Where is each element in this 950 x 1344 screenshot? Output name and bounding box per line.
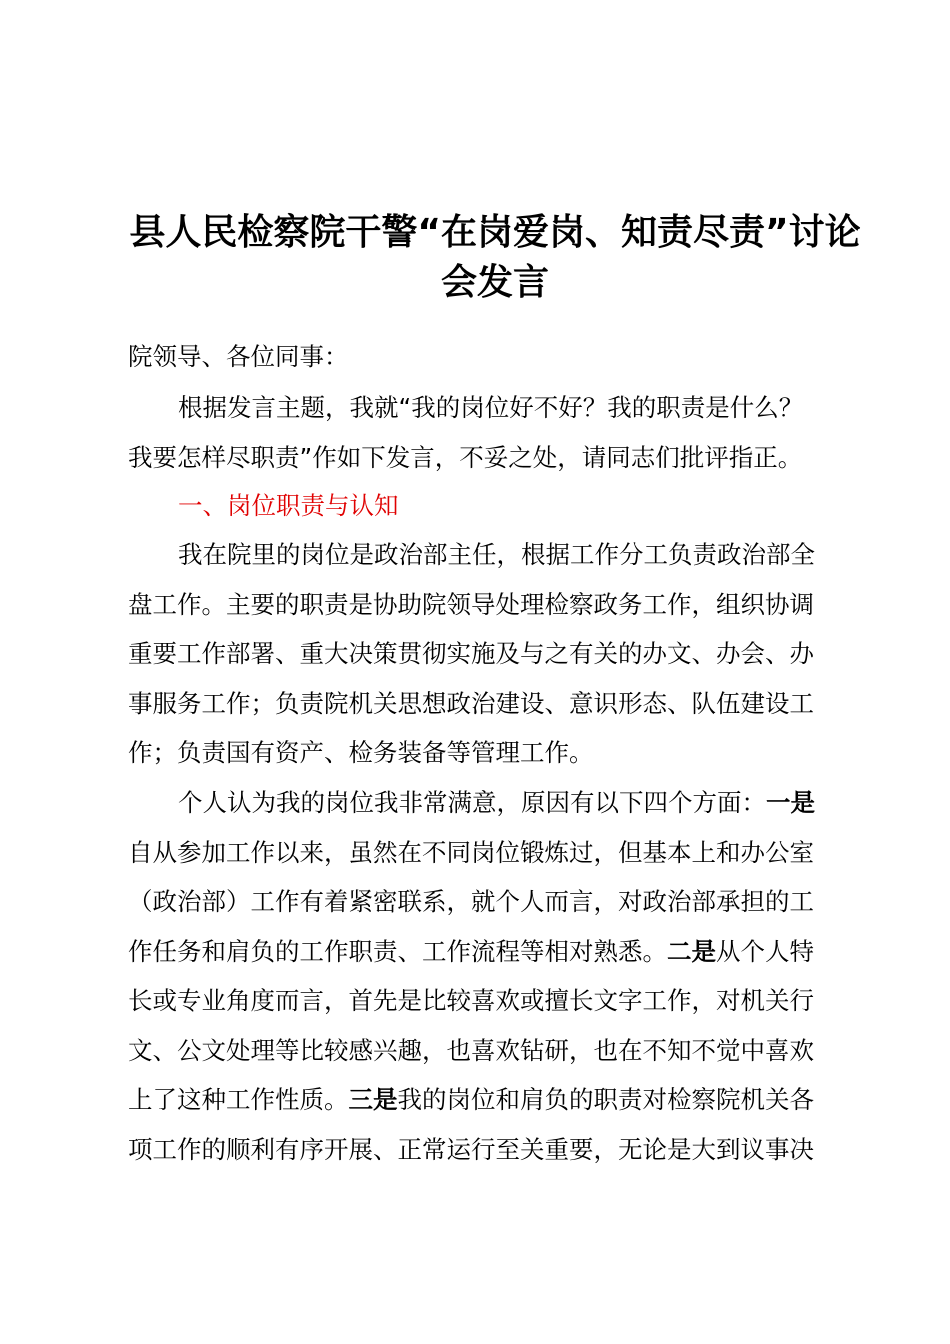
paragraph-2-line-6: 文、公文处理等比较感兴趣，也喜欢钻研，也在不知不觉中喜欢 — [128, 1035, 814, 1065]
paragraph-1-line-3: 重要工作部署、重大决策贯彻实施及与之有关的办文、办会、办 — [128, 639, 814, 668]
paragraph-2-line-1-text: 个人认为我的岗位我非常满意，原因有以下四个方面： — [178, 788, 766, 817]
intro-paragraph — [128, 383, 846, 482]
paragraph-2-line-1 — [128, 778, 846, 828]
paragraph-2 — [128, 778, 846, 1174]
paragraph-1-line-1: 我在院里的岗位是政治部主任，根据工作分工负责政治部全 — [178, 540, 815, 569]
paragraph-2-line-8: 项工作的顺利有序开展、正常运行至关重要，无论是大到议事决 — [128, 1134, 814, 1164]
paragraph-2-line-5: 长或专业角度而言，首先是比较喜欢或擅长文字工作，对机关行 — [128, 986, 814, 1015]
title-line-2: 会发言 — [440, 262, 549, 303]
paragraph-2-line-7 — [128, 1075, 846, 1125]
paragraph-1 — [128, 530, 846, 778]
section-heading-1: 一、岗位职责与认知 — [178, 491, 399, 520]
paragraph-2-line-3: （政治部）工作有着紧密联系，就个人而言，对政治部承担的工 — [128, 887, 814, 916]
paragraph-2-line-2: 自从参加工作以来，虽然在不同岗位锻炼过，但基本上和办公室 — [128, 837, 814, 867]
point-two-label: 二是 — [667, 936, 716, 966]
title-line-1: 县人民检察院干警“在岗爱岗、知责尽责”讨论 — [129, 212, 861, 253]
paragraph-1-line-5: 作；负责国有资产、检务装备等管理工作。 — [128, 738, 594, 767]
intro-line-2: 我要怎样尽职责”作如下发言，不妥之处，请同志们批评指正。 — [128, 442, 803, 472]
paragraph-2-line-4-tail: 从个人特 — [716, 936, 814, 966]
paragraph-2-line-4-text: 作任务和肩负的工作职责、工作流程等相对熟悉。 — [128, 936, 667, 966]
intro-line-1: 根据发言主题，我就“我的岗位好不好？我的职责是什么？ — [178, 393, 804, 422]
point-one-label: 一是 — [766, 788, 815, 817]
paragraph-2-line-7-tail: 我的岗位和肩负的职责对检察院机关各 — [397, 1085, 814, 1114]
point-three-label: 三是 — [348, 1085, 398, 1114]
paragraph-1-line-4: 事服务工作；负责院机关思想政治建设、意识形态、队伍建设工 — [128, 688, 814, 718]
paragraph-1-line-2: 盘工作。主要的职责是协助院领导处理检察政务工作，组织协调 — [128, 589, 814, 619]
paragraph-2-line-7-text: 上了这种工作性质。 — [128, 1085, 349, 1114]
paragraph-2-line-4 — [128, 927, 846, 977]
salutation: 院领导、各位同事： — [128, 342, 349, 371]
document-title — [100, 208, 890, 308]
